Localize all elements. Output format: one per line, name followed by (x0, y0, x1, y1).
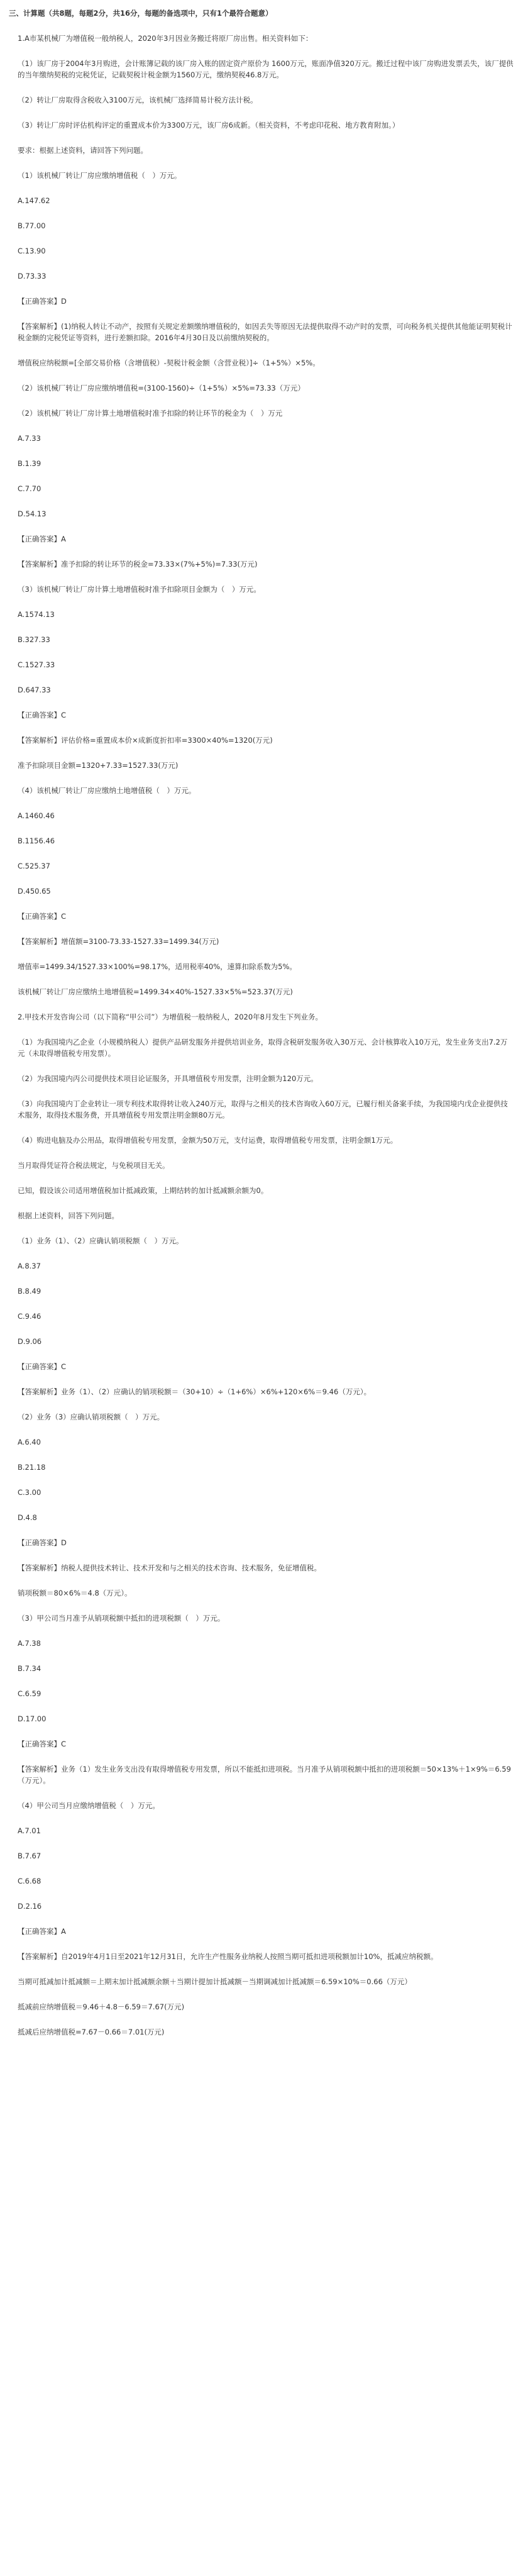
option-d: D.54.13 (18, 509, 47, 518)
q2-note-2: 已知，假设该公司适用增值税加计抵减政策，上期结转的加计抵减额余额为0。 (18, 1186, 268, 1195)
q2-sub2-answer: 【正确答案】D (18, 1538, 67, 1547)
option-d: D.450.65 (18, 887, 51, 896)
q2-sub1-analysis-1: 【答案解析】业务（1）、（2）应确认的销项税额＝（30+10）÷（1+6%）×6%+120×6%＝9.46（万元）。 (18, 1387, 371, 1396)
option-a: A.7.01 (18, 1826, 41, 1835)
q2-sub4-options (9, 1825, 514, 1912)
q2-sub4-answer: 【正确答案】A (18, 1927, 66, 1936)
section-title: 三、计算题（共8题，每题2分，共16分，每题的备选项中，只有1个最符合题意） (9, 9, 273, 18)
q1-sub4-analysis-1: 【答案解析】增值额=3100-73.33-1527.33=1499.34(万元) (18, 937, 219, 946)
q2-item-2: （2）为我国境内丙公司提供技术项目论证服务，开具增值税专用发票，注明金额为120万元。 (18, 1074, 318, 1083)
option-b: B.327.33 (18, 635, 50, 644)
option-d: D.73.33 (18, 272, 47, 280)
q1-sub3-answer: 【正确答案】C (18, 711, 67, 719)
q1-sub1-answer: 【正确答案】D (18, 297, 67, 306)
q2-sub1-question: （1）业务（1）、（2）应确认销项税额（ ）万元。 (18, 1236, 184, 1245)
option-a: A.7.38 (18, 1639, 41, 1648)
option-c: C.525.37 (18, 862, 50, 870)
option-d: D.17.00 (18, 1714, 47, 1723)
q1-sub1-analysis-3: （2）该机械厂转让厂房应缴纳增值税=(3100-1560)÷（1+5%）×5%=73.33（万元） (18, 384, 305, 392)
option-a: A.1460.46 (18, 811, 55, 820)
option-a: A.6.40 (18, 1438, 41, 1446)
q1-sub2-answer: 【正确答案】A (18, 535, 66, 543)
option-b: B.77.00 (18, 221, 46, 230)
q2-sub4-analysis-3: 抵减前应纳增值税＝9.46＋4.8－6.59＝7.67(万元) (18, 2002, 185, 2011)
q2-item-3: （3）向我国境内丁企业转让一项专利技术取得转让收入240万元，取得与之相关的技术咨询收入60万元，已履行相关备案手续，为我国境内戊企业提供技术服务，取得技术服务费，开具增值税专用发票注明金额80万元。 (18, 1099, 508, 1119)
option-b: B.1156.46 (18, 836, 55, 845)
q2-sub3-question: （3）甲公司当月准予从销项税额中抵扣的进项税额（ ）万元。 (18, 1614, 225, 1623)
q1-sub1-options (9, 195, 514, 282)
option-a: A.147.62 (18, 196, 50, 205)
q2-sub4-analysis-4: 抵减后应纳增值税=7.67－0.66＝7.01(万元) (18, 2028, 165, 2036)
q1-sub1-question: （1）该机械厂转让厂房应缴纳增值税（ ）万元。 (18, 171, 182, 180)
q1-sub4-analysis-2: 增值率=1499.34/1527.33×100%=98.17%，适用税率40%，速算扣除系数为5%。 (18, 962, 297, 971)
q2-requirement: 根据上述资料，回答下列问题。 (18, 1211, 119, 1220)
q1-sub1-analysis-2: 增值税应纳税额=[全部交易价格（含增值税）-契税计税金额（含营业税）]÷（1+5%）×5%。 (18, 358, 320, 367)
option-b: B.8.49 (18, 1287, 41, 1296)
q1-sub4-question: （4）该机械厂转让厂房应缴纳土地增值税（ ）万元。 (18, 786, 196, 795)
option-c: C.7.70 (18, 484, 41, 493)
option-c: C.1527.33 (18, 660, 55, 669)
q1-sub4-analysis-3: 该机械厂转让厂房应缴纳土地增值税=1499.34×40%-1527.33×5%=523.37(万元) (18, 987, 293, 996)
option-d: D.2.16 (18, 1902, 42, 1911)
q1-item-2: （2）转让厂房取得含税收入3100万元，该机械厂选择简易计税方法计税。 (18, 96, 258, 104)
q1-sub3-question: （3）该机械厂转让厂房计算土地增值税时准予扣除项目金额为（ ）万元。 (18, 585, 261, 594)
q1-sub2-analysis: 【答案解析】准予扣除的转让环节的税金=73.33×(7%+5%)=7.33(万元) (18, 560, 258, 569)
q1-item-3: （3）转让厂房时评估机构评定的重置成本价为3300万元，该厂房6成新。（相关资料，不考虑印花税、地方教育附加。） (18, 121, 400, 130)
q2-sub3-answer: 【正确答案】C (18, 1740, 67, 1748)
option-a: A.8.37 (18, 1262, 41, 1270)
q2-item-1: （1）为我国境内乙企业（小规模纳税人）提供产品研发服务并提供培训业务，取得含税研发服务收入30万元、会计核算收入10万元，发生业务支出7.2万元（未取得增值税专用发票）。 (18, 1038, 508, 1058)
option-a: A.1574.13 (18, 610, 55, 619)
q2-sub1-options (9, 1260, 514, 1347)
q2-sub3-options (9, 1638, 514, 1724)
option-b: B.1.39 (18, 459, 41, 468)
option-c: C.3.00 (18, 1488, 41, 1497)
q1-sub3-options (9, 609, 514, 696)
q2-item-4: （4）购进电脑及办公用品，取得增值税专用发票，金额为50万元，支付运费，取得增值税专用发票，注明金额1万元。 (18, 1136, 398, 1145)
option-d: D.9.06 (18, 1337, 42, 1346)
q1-sub2-question: （2）该机械厂转让厂房计算土地增值税时准予扣除的转让环节的税金为（ ）万元 (18, 409, 283, 418)
q2-sub4-question: （4）甲公司当月应缴纳增值税（ ）万元。 (18, 1801, 160, 1810)
option-c: C.13.90 (18, 247, 46, 255)
q1-sub3-analysis-2: 准予扣除项目金额=1320+7.33=1527.33(万元) (18, 761, 179, 770)
q2-intro: 2.甲技术开发咨询公司（以下简称“甲公司”）为增值税一般纳税人，2020年8月发生下列业务。 (18, 1013, 322, 1021)
q2-sub2-options (9, 1436, 514, 1523)
q1-sub2-options (9, 433, 514, 519)
q2-sub1-analysis-2: （2）业务（3）应确认销项税额（ ）万元。 (18, 1413, 165, 1421)
q2-sub4-analysis-1: 【答案解析】自2019年4月1日至2021年12月31日，允许生产性服务业纳税人按照当期可抵扣进项税额加计10%，抵减应纳税额。 (18, 1952, 438, 1961)
q2-sub4-analysis-2: 当期可抵减加计抵减额＝上期末加计抵减额余额＋当期计提加计抵减额－当期调减加计抵减额＝6.59×10%＝0.66（万元） (18, 1977, 412, 1986)
q1-sub4-options (9, 810, 514, 897)
q1-sub4-answer: 【正确答案】C (18, 912, 67, 921)
q2-sub3-analysis: 【答案解析】业务（1）发生业务支出没有取得增值税专用发票，所以不能抵扣进项税。当月准予从销项税额中抵扣的进项税额＝50×13%＋1×9%＝6.59（万元）。 (18, 1765, 511, 1785)
option-c: C.6.68 (18, 1877, 41, 1885)
option-b: B.7.67 (18, 1852, 41, 1860)
q1-requirement: 要求：根据上述资料，请回答下列问题。 (18, 146, 148, 155)
q2-sub1-answer: 【正确答案】C (18, 1362, 67, 1371)
q2-sub2-analysis-2: 销项税额＝80×6%＝4.8（万元）。 (18, 1589, 132, 1597)
q1-sub3-analysis-1: 【答案解析】评估价格=重置成本价×成新度折扣率=3300×40%=1320(万元) (18, 736, 273, 745)
option-d: D.647.33 (18, 686, 51, 694)
q2-note-1: 当月取得凭证符合税法规定，与免税项目无关。 (18, 1161, 170, 1170)
q1-sub1-analysis-1: 【答案解析】(1)纳税人转让不动产，按照有关规定差额缴纳增值税的，如因丢失等原因无法提供取得不动产时的发票，可向税务机关提供其他能证明契税计税金额的完税凭证等资料，进行差额扣除。2016年4月30日及以前缴纳契税的。 (18, 322, 512, 342)
option-b: B.21.18 (18, 1463, 46, 1472)
q1-item-1: （1）该厂房于2004年3月购进，会计账簿记载的该厂房入账的固定资产原价为 1600万元，账面净值320万元。搬迁过程中该厂房购进发票丢失，该厂提供的当年缴纳契税的完税凭证，记载契税计税金额为1560万元，缴纳契税46.8万元。 (18, 59, 514, 79)
q2-sub2-analysis-1: 【答案解析】纳税人提供技术转让、技术开发和与之相关的技术咨询、技术服务，免征增值税。 (18, 1563, 321, 1572)
option-c: C.9.46 (18, 1312, 41, 1321)
option-d: D.4.8 (18, 1513, 37, 1522)
option-b: B.7.34 (18, 1664, 41, 1673)
option-c: C.6.59 (18, 1689, 41, 1698)
option-a: A.7.33 (18, 434, 41, 443)
q1-intro: 1.A市某机械厂为增值税一般纳税人，2020年3月因业务搬迁将原厂房出售。相关资料如下： (18, 34, 313, 43)
